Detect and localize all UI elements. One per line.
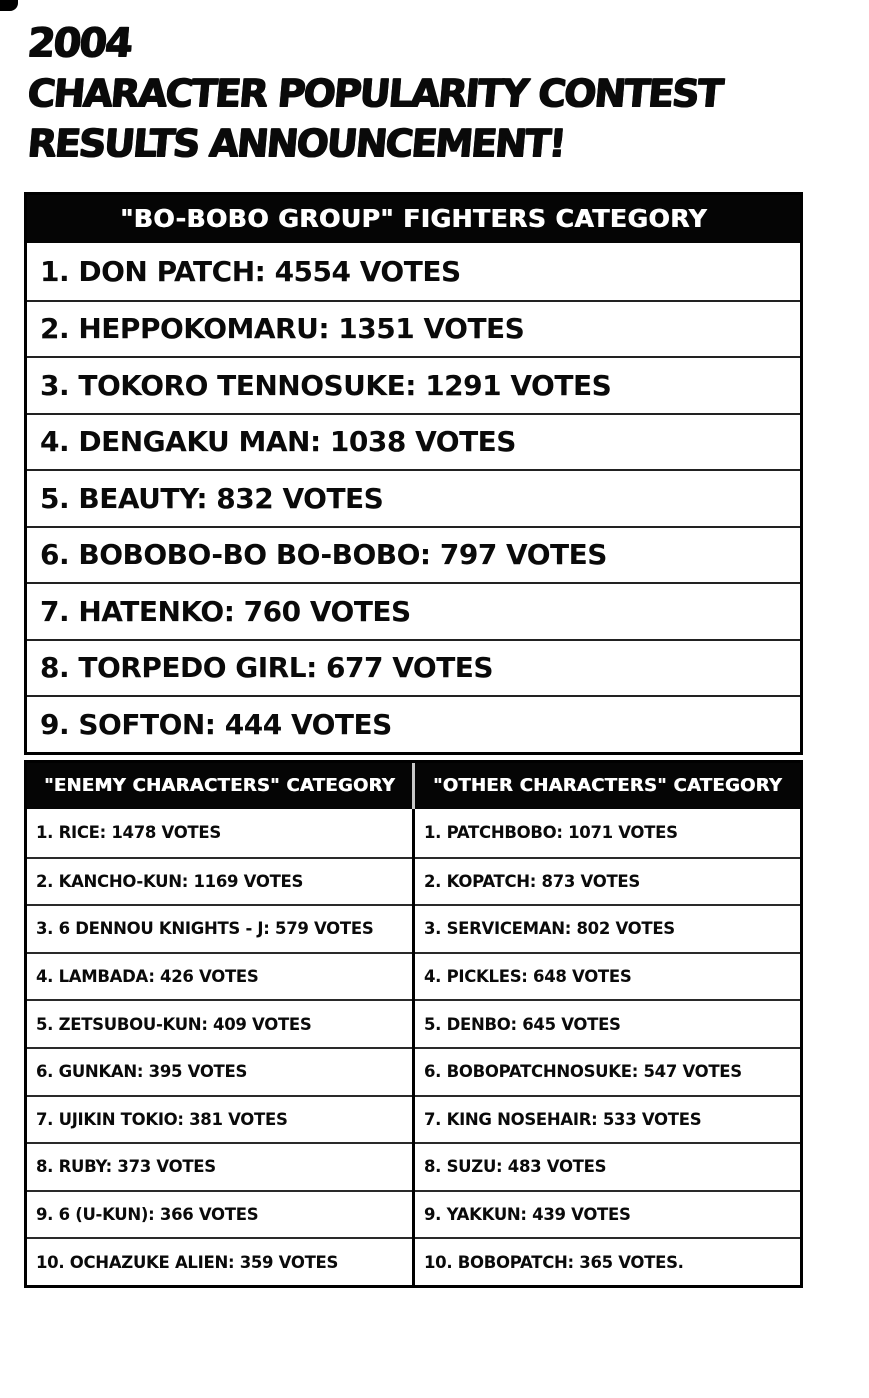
result-row: 8. TORPEDO GIRL: 677 VOTES: [27, 639, 800, 696]
result-row: 10. OCHAZUKE ALIEN: 359 VOTES: [27, 1237, 412, 1285]
title-year: 2004: [25, 20, 133, 66]
scan-artifact: [0, 0, 18, 11]
title-line-contest: CHARACTER POPULARITY CONTEST: [25, 71, 723, 115]
result-row: 1. DON PATCH: 4554 VOTES: [40, 254, 461, 288]
result-row: 2. KOPATCH: 873 VOTES: [415, 857, 800, 905]
result-row: 9. YAKKUN: 439 VOTES: [415, 1190, 800, 1238]
result-row: 9. SOFTON: 444 VOTES: [27, 695, 800, 752]
other-characters-table: [415, 763, 800, 1285]
enemy-characters-table-header: "ENEMY CHARACTERS" CATEGORY: [27, 763, 412, 809]
result-row: 3. SERVICEMAN: 802 VOTES: [415, 904, 800, 952]
result-row: 3. TOKORO TENNOSUKE: 1291 VOTES: [27, 356, 800, 413]
enemy-characters-table: [27, 763, 412, 1285]
bobobo-fighters-table: [24, 192, 803, 755]
result-row: 5. BEAUTY: 832 VOTES: [27, 469, 800, 526]
bobobo-fighters-table-header: "BO-BOBO GROUP" FIGHTERS CATEGORY: [27, 195, 800, 243]
result-row: 7. KING NOSEHAIR: 533 VOTES: [415, 1095, 800, 1143]
result-row: 8. RUBY: 373 VOTES: [27, 1142, 412, 1190]
result-row: 4. PICKLES: 648 VOTES: [415, 952, 800, 1000]
result-row: 3. 6 DENNOU KNIGHTS - J: 579 VOTES: [27, 904, 412, 952]
result-row: 2. HEPPOKOMARU: 1351 VOTES: [27, 300, 800, 357]
result-row: 10. BOBOPATCH: 365 VOTES.: [415, 1237, 800, 1285]
result-row: 9. 6 (U-KUN): 366 VOTES: [27, 1190, 412, 1238]
bottom-category-tables: [24, 760, 803, 1288]
result-row: 1. RICE: 1478 VOTES: [36, 823, 221, 843]
page-title: [25, 18, 825, 168]
result-row: 5. ZETSUBOU-KUN: 409 VOTES: [27, 999, 412, 1047]
result-row: 7. UJIKIN TOKIO: 381 VOTES: [27, 1095, 412, 1143]
result-row: 5. DENBO: 645 VOTES: [415, 999, 800, 1047]
result-row: 4. DENGAKU MAN: 1038 VOTES: [27, 413, 800, 470]
result-row: 6. BOBOBO-BO BO-BOBO: 797 VOTES: [27, 526, 800, 583]
other-characters-table-header: "OTHER CHARACTERS" CATEGORY: [415, 763, 800, 809]
result-row: 8. SUZU: 483 VOTES: [415, 1142, 800, 1190]
result-row: 7. HATENKO: 760 VOTES: [27, 582, 800, 639]
result-row: 2. KANCHO-KUN: 1169 VOTES: [27, 857, 412, 905]
result-row: 4. LAMBADA: 426 VOTES: [27, 952, 412, 1000]
title-line-results: RESULTS ANNOUNCEMENT!: [25, 121, 566, 165]
result-row: 6. BOBOPATCHNOSUKE: 547 VOTES: [415, 1047, 800, 1095]
result-row: 6. GUNKAN: 395 VOTES: [27, 1047, 412, 1095]
result-row: 1. PATCHBOBO: 1071 VOTES: [424, 823, 678, 843]
